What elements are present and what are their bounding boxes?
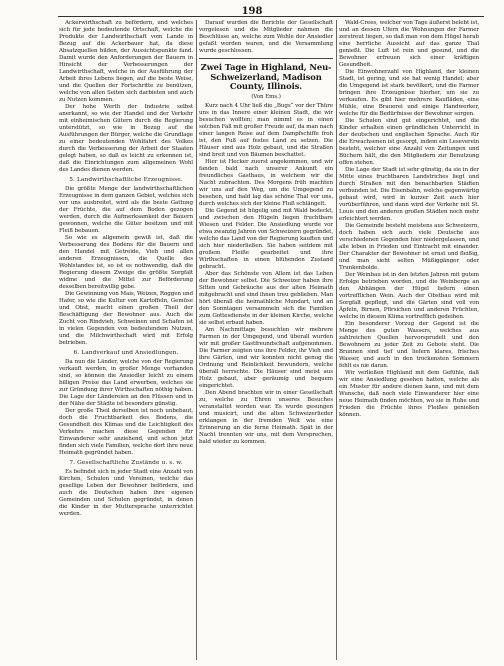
column-left: [59, 20, 193, 660]
paragraph: Die Gegend ist hügelig und mit Wald bedeckt, und zwischen den Hügeln liegen fruchtbare Wiesen und Felder. Die Ansiedlung wurde vor etwa zwanzig Jahren von Schweizern gegründet, welche das Land von der Regierung kauften und sich hier niederließen. Sie haben seitdem mit großem Fleiße gearbeitet und ihre Wirthschaften in einen blühenden Zustand gebracht.: [199, 207, 333, 270]
paragraph: Die Gewinnung von Mais, Weizen, Roggen und Hafer, so wie die Kultur von Kartoffeln, Gemüse und Obst, macht einen großen Theil der Beschäftigung der Bewohner aus. Auch die Zucht von Rindvieh, Schweinen und Schafen ist in vielen Gegenden von bedeutendem Nutzen, und die Milchwirthschaft wird mit Erfolg betrieben.: [59, 291, 193, 346]
paragraph: Darauf wurden die Berichte der Gesellschaft vorgelesen und die Mitglieder nahmen die Beschlüsse an, welche zum Wohle der Ansiedler gefaßt worden waren, und die Versammlung wurde geschlossen.: [199, 20, 333, 54]
paragraph: Die Einwohnerzahl von Highland, der kleinen Stadt, ist gering, und sie hat wenig Handel; aber die Umgegend ist stark bevölkert, und die Farmer bringen ihre Erzeugnisse hierher, um sie zu verkaufen. Es gibt hier mehrere Kaufläden, eine Mühle, eine Brauerei und einige Handwerker, welche für die Bedürfnisse der Bewohner sorgen.: [339, 69, 479, 117]
paragraph: Kurz nach 4 Uhr ließ die „Bugs“ vor der Thüre uns in das Innere einer kleinen Stadt, die wir besuchen wollten; man nimmt es in einen solchen Fall mit großer Freude auf, da man nach einer langen Reise auf dem Dampfschiffe froh ist, den Fuß auf festes Land zu setzen. Die Häuser sind aus Holz gebaut, und die Straßen sind breit und von Bäumen beschattet.: [199, 102, 333, 158]
article-dateline: (Von Ems.): [251, 93, 281, 100]
paragraph: Der große Theil derselben ist noch unbebaut, doch die Fruchtbarkeit des Bodens, die Gesundheit des Klimas und die Leichtigkeit des Verkehrs machen diese Gegenden für Einwanderer sehr anziehend, und schon jetzt finden sich viele Familien, welche dort ihre neue Heimath gegründet haben.: [59, 408, 193, 456]
section-heading: 6. Landverkauf und Ansiedlungen.: [73, 350, 179, 356]
column-right: [339, 20, 479, 660]
paragraph: Wald-Crees, welcher von Tage äußerst belebt ist, und an dessen Ufern die Wohnungen der Farmer zerstreut liegen, so daß man von dem Hügel herab eine herrliche Aussicht auf das ganze Thal genießt. Die Luft ist rein und gesund, und die Bewohner erfreuen sich einer kräftigen Gesundheit.: [339, 20, 479, 68]
paragraph: Der hohe Werth der Industrie selbst anerkannt, so wie der Handel und der Verkehr mit einheimischen Gütern durch die Regierung unterstützt, so wie in Bezug auf die Ausführungen der Bürger, welche die Grundlage zu einer bedeutenden Wohlfahrt des Volkes durch die Verbesserung der Arbeit der Staaten gelegt haben, so daß es leicht zu erkennen ist, daß die Einrichtungen zum allgemeinen Wohl des Landes dienen werden.: [59, 104, 193, 173]
section-heading: 7. Gesellschaftliche Zustände u. s. w.: [69, 460, 183, 466]
column-middle: [199, 20, 333, 660]
article-divider: [199, 58, 333, 59]
paragraph: Die Lage der Stadt ist sehr günstig, da sie in der Mitte eines fruchtbaren Landstriches liegt und durch Straßen mit den benachbarten Städten verbunden ist. Die Eisenbahn, welche gegenwärtig gebaut wird, wird in kurzer Zeit auch hier vorüberführen, und dann wird der Verkehr mit St. Louis und den anderen großen Städten noch mehr erleichtert werden.: [339, 167, 479, 222]
column-divider: [196, 20, 197, 660]
paragraph: Die größte Menge der landwirthschaftlichen Erzeugnisse in dem ganzen Gebiet, welches sich vor uns ausbreitet, wird als die beste Gattung der Früchte, die auf dem Boden gezogen werden, durch die Aufmerksamkeit der Bauern gewonnen, welche die Güter besitzen und mit Fleiß bebauen.: [59, 186, 193, 234]
paragraph: Hier ist Hecker zuerst angekommen, und wir fanden bald nach unserer Ankunft ein freundliches Gasthaus, in welchem wir die Nacht zubrachten. Des Morgens früh machten wir uns auf den Weg, um die Umgegend zu besehen, und bald lag das schöne Thal vor uns, durch welches sich der kleine Fluß schlängelt.: [199, 158, 333, 207]
page-number: 198: [241, 6, 263, 17]
paragraph: Den Abend brachten wir in einer Gesellschaft zu, welche zu Ehren unseres Besuches veranstaltet worden war. Es wurde gesungen und musicirt, und die alten Schweizerlieder erklangen in der fremden Welt wie eine Erinnerung an die ferne Heimath. Spät in der Nacht trennten wir uns, mit dem Versprechen, bald wieder zu kommen.: [199, 389, 333, 445]
paragraph: Ein besonderer Vorzug der Gegend ist die Menge des guten Wassers, welches aus zahlreichen Quellen hervorsprudelt und den Bewohnern zu jeder Zeit zu Gebote steht. Die Brunnen sind tief und liefern klares, frisches Wasser, und auch in den trockensten Sommern fehlt es nie daran.: [339, 321, 479, 369]
paragraph: Da nun die Länder, welche von der Regierung verkauft werden, in großer Menge vorhanden sind, so können die Ansiedler leicht zu einem billigen Preise das Land erwerben, welches sie zur Gründung ihrer Wirthschaften nöthig haben. Die Lage der Ländereien an den Flüssen und in der Nähe der Städte ist besonders günstig.: [59, 359, 193, 407]
paragraph: Wir verließen Highland mit dem Gefühle, daß wir eine Ansiedlung gesehen hatten, welche als ein Muster für andere dienen kann, und mit dem Wunsche, daß noch viele Einwanderer hier eine neue Heimath finden möchten, wo sie in Ruhe und Frieden die Früchte ihres Fleißes genießen können.: [339, 370, 479, 418]
header-rule: [58, 16, 484, 17]
column-divider: [336, 20, 337, 660]
paragraph: Ackerwirthschaft zu befördern, und welches sich für jede bedeutende Ortschaft, welche die Produkte der Landwirthschaft vom Lande in Bezug auf die Ackerbauer hat, da diese Absatzquellen bilden, der Aussichtspunkte fand. Damit wurde den Anforderungen der Bauern in Hinsicht der Verbesserungen der Landwirthschaft, welche in der Ausführung der Arbeit ihres Lebens liegen, auf die beste Weise, und die Quellen der Fortschritte zu benützen, welche von allen Seiten sich darbieten und auch zu Nutzen kommen.: [59, 20, 193, 103]
paragraph: Am Nachmittage besuchten wir mehrere Farmen in der Umgegend, und überall wurden wir mit großer Gastfreundschaft aufgenommen. Die Farmer zeigten uns ihre Felder, ihr Vieh und ihre Gärten, und wir konnten nicht genug die Ordnung und Reinlichkeit bewundern, welche überall herrschte. Die Häuser sind meist aus Holz gebaut, aber geräumig und bequem eingerichtet.: [199, 326, 333, 389]
paragraph: Die Schulen sind gut eingerichtet, und die Kinder erhalten einen gründlichen Unterricht in der deutschen und englischen Sprache. Auch für die Erwachsenen ist gesorgt, indem ein Leseverein besteht, welcher eine Anzahl von Zeitungen und Büchern hält, die den Mitgliedern zur Benutzung offen stehen.: [339, 118, 479, 166]
paragraph: So wie es allgemein gewiß ist, daß die Verbesserung des Bodens für die Bauern und den Handel mit Getreide, Vieh und allen anderen Erzeugnissen, die Quelle des Wohlstandes ist, so ist es nothwendig, daß die Regierung diesem Zweige die größte Sorgfalt widme und die Mittel zur Beförderung desselben bereitwillig gebe.: [59, 235, 193, 290]
section-heading: 5. Landwirthschaftliche Erzeugnisse.: [69, 177, 183, 183]
paragraph: Es befindet sich in jeder Stadt eine Anzahl von Kirchen, Schulen und Vereinen, welche das gesellige Leben der Bewohner befördern, und auch die Deutschen haben ihre eigenen Gemeinden und Schulen gegründet, in denen die Kinder in der Muttersprache unterrichtet werden.: [59, 469, 193, 517]
paragraph: Aber das Schönste von Allem ist das Leben der Bewohner selbst. Die Schweizer haben ihre Sitten und Gebräuche aus der alten Heimath mitgebracht und sind ihnen treu geblieben. Man hört überall die heimathliche Mundart, und an den Sonntagen versammeln sich die Familien zum Gottesdienste in der kleinen Kirche, welche sie selbst erbaut haben.: [199, 270, 333, 326]
paragraph: Der Weinbau ist in den letzten Jahren mit gutem Erfolge betrieben worden, und die Weinberge an den Abhängen der Hügel liefern einen vortrefflichen Wein. Auch der Obstbau wird mit Sorgfalt gepflegt, und die Gärten sind voll von Äpfeln, Birnen, Pfirsichen und anderen Früchten, welche in diesem Klima vortrefflich gedeihen.: [339, 272, 479, 320]
paragraph: Die Gemeinde besteht meistens aus Schweizern, doch haben sich auch viele Deutsche aus verschiedenen Gegenden hier niedergelassen, und alle leben in Frieden und Eintracht mit einander. Der Charakter der Bewohner ist ernst und fleißig, und man sieht selten Müßiggänger oder Trunkenbolde.: [339, 223, 479, 271]
article-title: Zwei Tage in Highland, Neu-Schweizerland, Madison County, Illinois.: [200, 62, 332, 91]
